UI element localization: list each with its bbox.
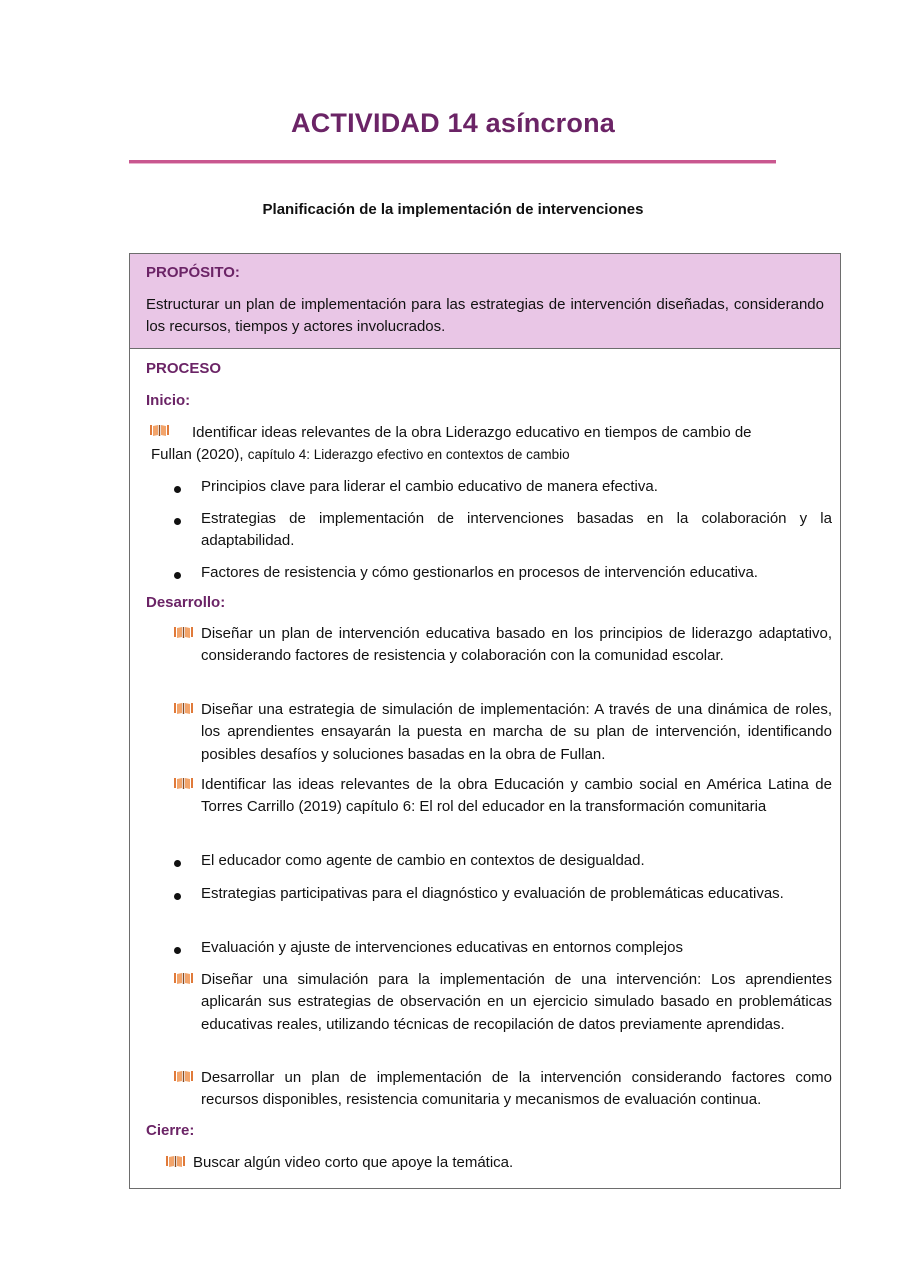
desarrollo-bullet-1: El educador como agente de cambio en contextos de desigualdad. [201,852,645,869]
book-icon [174,626,194,640]
desarrollo-bullet-2: Estrategias participativas para el diagnóstico y evaluación de problemáticas educativas. [201,885,784,902]
inicio-bullet-1: Principios clave para liderar el cambio educativo de manera efectiva. [201,478,658,495]
desarrollo-item-2: Diseñar una estrategia de simulación de implementación: A través de una dinámica de roles, los aprendientes ensayarán la puesta en marcha de su plan de intervención, identificando posibles desafíos y soluciones basadas en la obra de Fullan. [201,701,832,763]
inicio-book-item-line1: Identificar ideas relevantes de la obra Liderazgo educativo en tiempos de cambio de [192,424,752,441]
bullet-dot [174,486,181,493]
desarrollo-item-3: Identificar las ideas relevantes de la obra Educación y cambio social en América Latina de Torres Carrillo (2019) capítulo 6: El rol del educador en la transformación comunitaria [201,776,832,816]
purpose-text: Estructurar un plan de implementación para las estrategias de intervención diseñadas, considerando los recursos, tiempos y actores involucrados. [146,296,824,335]
book-icon [174,1070,194,1084]
inicio-book-item-line2 [151,444,825,466]
bullet-dot [174,572,181,579]
desarrollo-bullet-3: Evaluación y ajuste de intervenciones educativas en entornos complejos [201,939,683,956]
activity-box [129,253,841,1189]
inicio-bullet-3: Factores de resistencia y cómo gestionarlos en procesos de intervención educativa. [201,564,758,581]
bullet-dot [174,860,181,867]
page-title: ACTIVIDAD 14 asíncrona [291,108,615,138]
book-icon [166,1155,186,1169]
title-divider [129,160,776,163]
book-icon [174,777,194,791]
desarrollo-item-4: Diseñar una simulación para la implementación de una intervención: Los aprendientes aplicarán sus estrategias de observación en un ejercicio simulado basado en problemáticas educativas reales, utilizando técnicas de recopilación de datos previamente aprendidas. [201,971,832,1033]
inicio-chapter-ref: capítulo 4: Liderazgo efectivo en contextos de cambio [247,447,570,462]
inicio-book-ref: Fullan (2020), [151,446,248,463]
page-subtitle: Planificación de la implementación de intervenciones [262,201,644,218]
cierre-item: Buscar algún video corto que apoye la temática. [193,1154,514,1171]
cierre-label: Cierre: [146,1122,195,1139]
purpose-section [130,254,840,349]
inicio-label: Inicio: [146,392,191,409]
book-icon [150,424,170,438]
inicio-bullet-2: Estrategias de implementación de intervenciones basadas en la colaboración y la adaptabilidad. [201,510,832,550]
desarrollo-label: Desarrollo: [146,594,226,611]
desarrollo-item-1: Diseñar un plan de intervención educativa basado en los principios de liderazgo adaptativo, considerando factores de resistencia y colaboración con la comunidad escolar. [201,625,832,665]
bullet-dot [174,893,181,900]
bullet-dot [174,518,181,525]
purpose-heading [146,264,824,282]
process-heading: PROCESO [146,360,222,377]
bullet-dot [174,947,181,954]
desarrollo-item-5: Desarrollar un plan de implementación de la intervención considerando factores como recursos disponibles, resistencia comunitaria y mecanismos de evaluación continua. [201,1069,832,1109]
purpose-colon: : [234,264,240,281]
book-icon [174,702,194,716]
book-icon [174,972,194,986]
purpose-label: PROPÓSITO [146,264,235,281]
